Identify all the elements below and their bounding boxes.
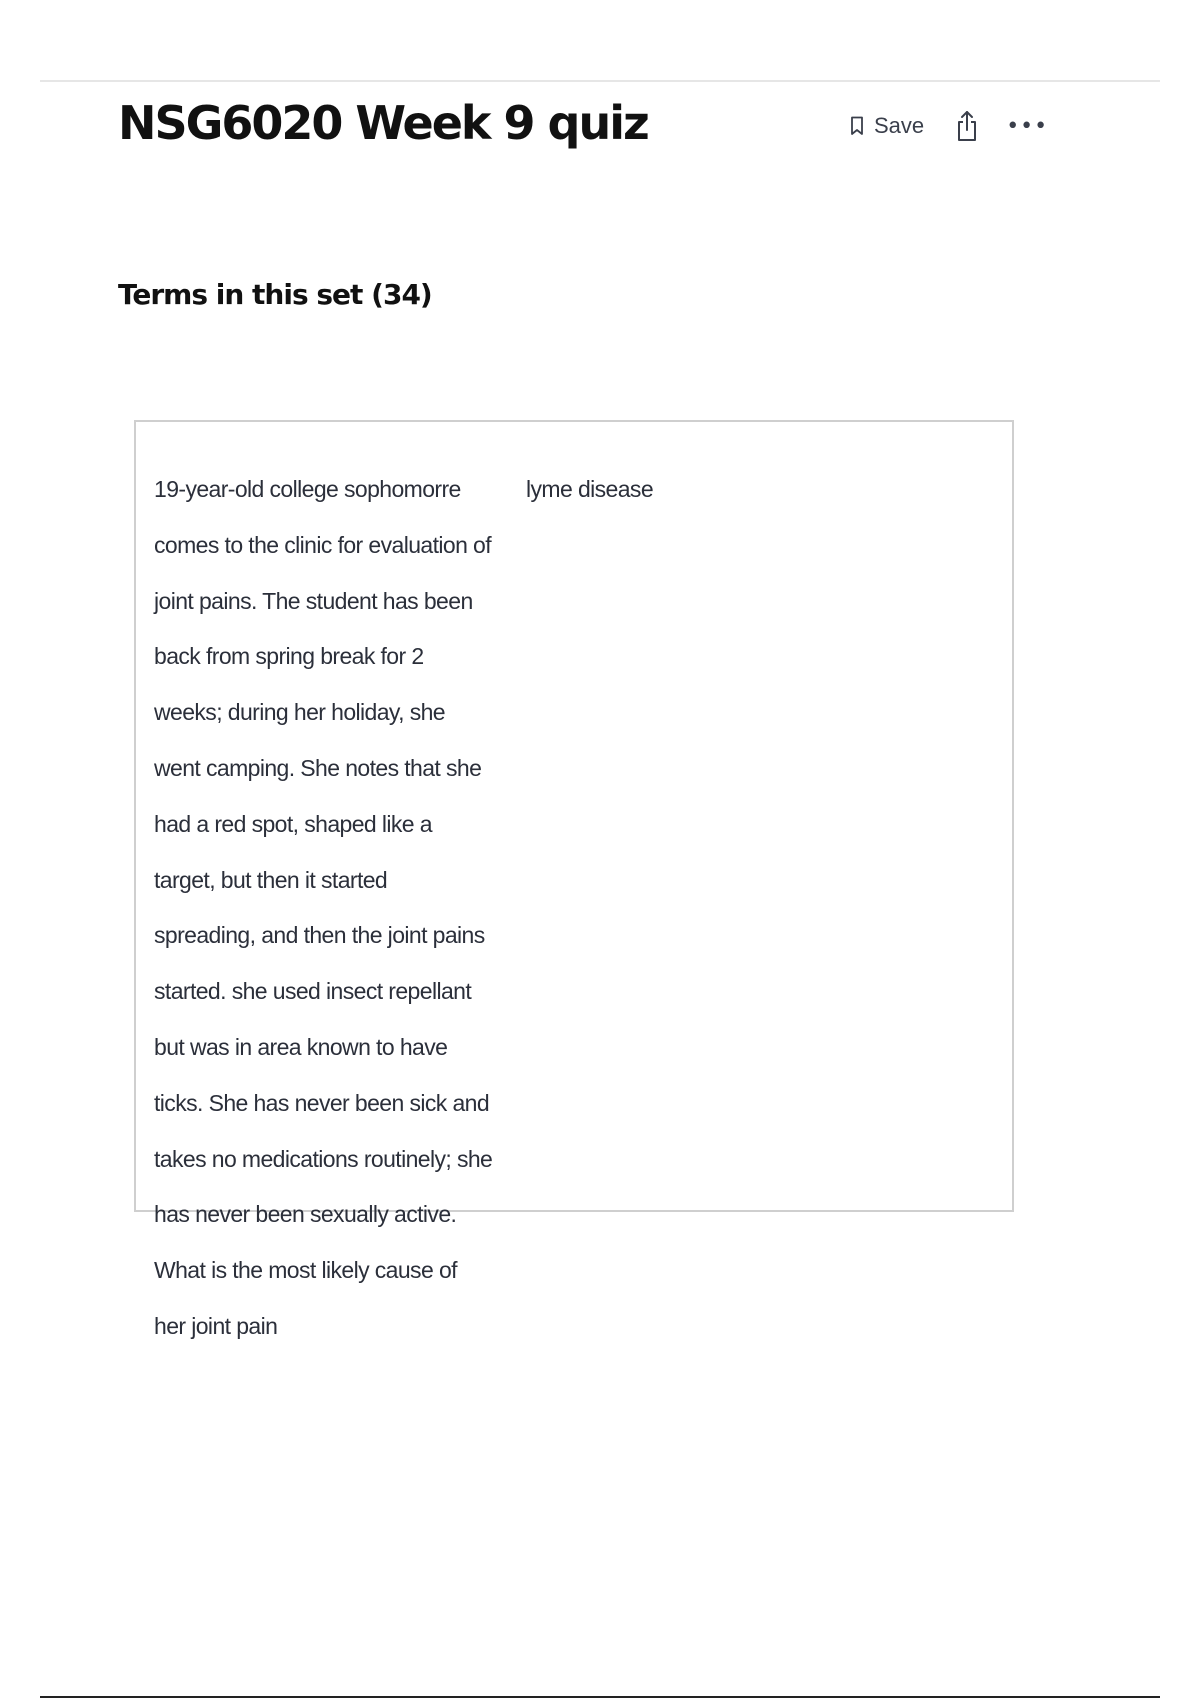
- bookmark-icon: [850, 116, 864, 136]
- page-title: NSG6020 Week 9 quiz: [118, 96, 648, 150]
- bottom-divider: [40, 1696, 1160, 1698]
- card-term: 19-year-old college sophomorre comes to the clinic for evaluation of joint pains. The student has been back from spring break for 2 weeks; during her holiday, she went camping. She notes that she had a red spot, shaped like a target, but then it started spreading, and then the joint pains started. she used insect repellant but was in area known to have ticks. She has never been sick and takes no medications routinely; she has never been sexually active. What is the most likely cause of her joint pain: [154, 476, 493, 1339]
- save-label: Save: [874, 113, 925, 138]
- top-divider: [40, 80, 1160, 82]
- more-options-button[interactable]: [1006, 108, 1049, 144]
- header-actions: [850, 108, 1049, 144]
- share-button[interactable]: [952, 108, 982, 144]
- card-definition: lyme disease: [526, 476, 654, 502]
- term-card[interactable]: [134, 420, 1014, 1339]
- more-icon: •••: [1006, 113, 1049, 139]
- save-button[interactable]: [850, 113, 924, 139]
- terms-count-heading: Terms in this set (34): [118, 278, 432, 311]
- share-icon: [956, 110, 978, 142]
